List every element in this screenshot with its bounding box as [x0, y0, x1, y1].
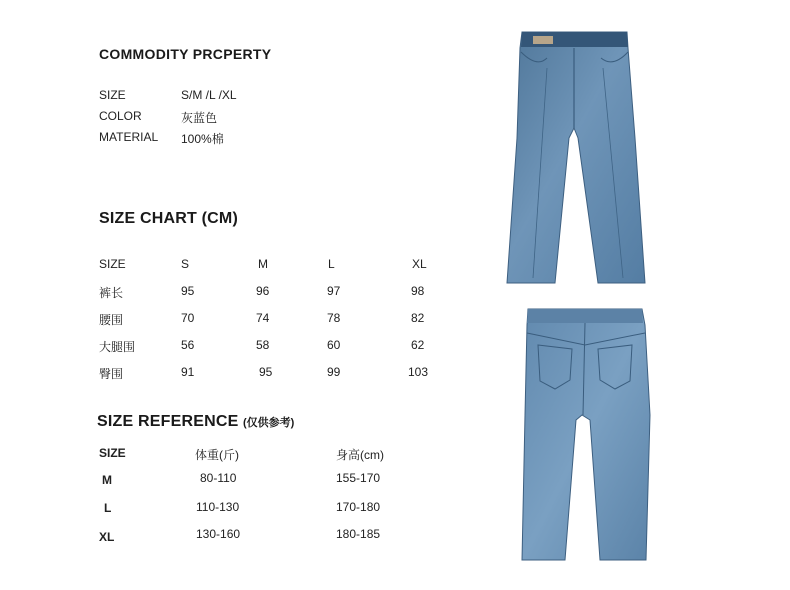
size-reference-size: M	[102, 473, 112, 487]
property-material-label: MATERIAL	[99, 130, 159, 144]
property-title: COMMODITY PRCPERTY	[99, 46, 272, 62]
size-chart-cell: 95	[259, 365, 273, 379]
size-chart-cell: 56	[181, 338, 195, 352]
size-reference-header: SIZE	[99, 446, 126, 460]
size-chart-cell: 98	[411, 284, 425, 298]
size-chart-cell: 91	[181, 365, 195, 379]
size-reference-title: SIZE REFERENCE	[97, 413, 239, 430]
size-chart-cell: 99	[327, 365, 341, 379]
size-reference-header: 体重(斤)	[195, 448, 239, 462]
size-chart-title: SIZE CHART (CM)	[99, 210, 238, 227]
size-chart-row-label: 裤长	[99, 286, 124, 300]
size-reference-height: 180-185	[336, 527, 381, 541]
size-chart-cell: 96	[256, 284, 270, 298]
jeans-front-photo	[495, 28, 665, 288]
size-chart-cell: 103	[408, 365, 429, 379]
back-denim-body	[522, 309, 650, 560]
size-chart-cell: 74	[256, 311, 270, 325]
size-chart-cell: 97	[327, 284, 341, 298]
size-reference-size: L	[104, 501, 112, 515]
size-chart-header: M	[258, 257, 268, 271]
size-reference-height: 155-170	[336, 471, 381, 485]
size-reference-size: XL	[99, 530, 115, 544]
size-chart-header: SIZE	[99, 257, 126, 271]
front-denim-body	[507, 32, 645, 283]
front-label-patch	[533, 36, 553, 44]
property-size-label: SIZE	[99, 88, 126, 102]
size-chart-row-label: 大腿围	[99, 340, 136, 354]
size-chart-cell: 95	[181, 284, 195, 298]
size-chart-cell: 58	[256, 338, 270, 352]
size-chart-cell: 62	[411, 338, 425, 352]
size-chart-cell: 78	[327, 311, 341, 325]
size-chart-header: S	[181, 257, 190, 271]
size-chart-header: L	[328, 257, 335, 271]
size-reference-subtitle: (仅供参考)	[242, 417, 295, 429]
size-reference-heading	[97, 413, 294, 431]
property-color-value: 灰蓝色	[181, 111, 218, 125]
back-waistband	[527, 309, 643, 323]
size-reference-height: 170-180	[336, 500, 381, 514]
size-chart-row-label: 臀围	[99, 367, 124, 381]
size-chart-row-label: 腰围	[99, 313, 124, 327]
size-chart-cell: 60	[327, 338, 341, 352]
size-reference-weight: 110-130	[196, 500, 240, 514]
size-reference-weight: 80-110	[200, 471, 237, 485]
size-chart-cell: 82	[411, 311, 425, 325]
size-chart-cell: 70	[181, 311, 195, 325]
size-chart-header: XL	[412, 257, 427, 271]
property-size-value: S/M /L /XL	[181, 88, 237, 102]
jeans-back-photo	[510, 305, 670, 567]
property-material-value: 100%棉	[181, 132, 224, 146]
property-color-label: COLOR	[99, 109, 142, 123]
size-reference-weight: 130-160	[196, 527, 241, 541]
size-reference-header: 身高(cm)	[336, 448, 384, 462]
